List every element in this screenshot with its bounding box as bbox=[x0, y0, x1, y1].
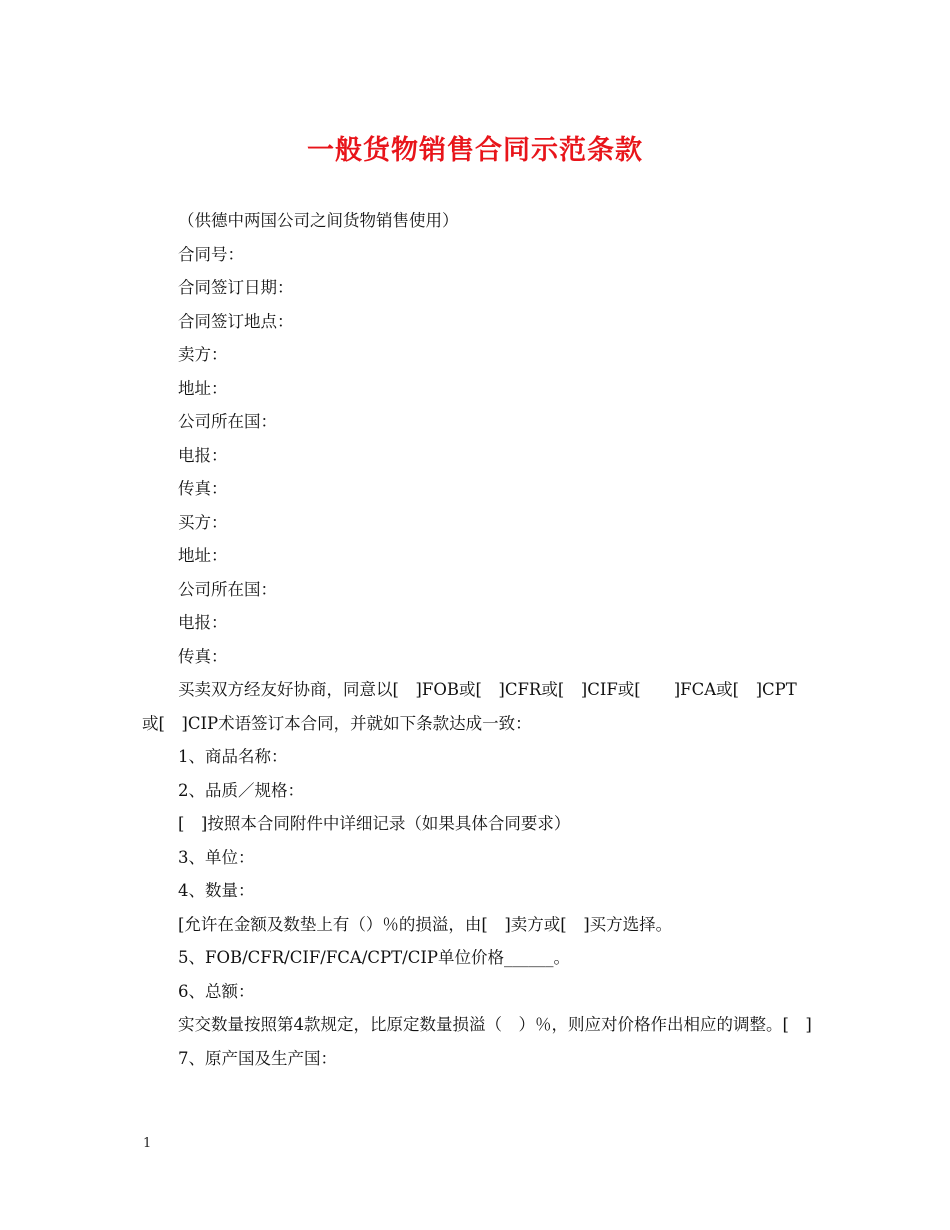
paragraph-clause-3: 3、单位： bbox=[178, 847, 255, 867]
paragraph-seller-address: 地址： bbox=[178, 378, 228, 398]
paragraph-contract-number: 合同号： bbox=[178, 244, 244, 264]
paragraph-clause-2: 2、品质／规格： bbox=[178, 780, 304, 800]
paragraph-clause-5: 5、FOB/CFR/CIF/FCA/CPT/CIP单位价格______。 bbox=[178, 948, 570, 967]
paragraph-seller-telegram: 电报： bbox=[178, 445, 228, 465]
paragraph-clause-1: 1、商品名称： bbox=[178, 747, 288, 766]
paragraph-clause-4: 4、数量： bbox=[178, 881, 255, 900]
paragraph-buyer-telegram: 电报： bbox=[178, 613, 228, 632]
paragraph-sign-date: 合同签订日期： bbox=[178, 278, 294, 297]
paragraph-agreement-terms: 买卖双方经友好协商，同意以[ ]FOB或[ ]CFR或[ ]CIF或[ ]FCA或[ ]CPT或[ ]CIP术语签订本合同，并就如下条款达成一致： bbox=[142, 680, 797, 733]
paragraph-clause-6-detail: 实交数量按照第4款规定，比原定数量损溢（ ）％，则应对价格作出相应的调整。[ ] bbox=[178, 1015, 812, 1034]
page-number: 1 bbox=[143, 1136, 152, 1151]
paragraph-sign-place: 合同签订地点： bbox=[178, 311, 294, 331]
paragraph-clause-7: 7、原产国及生产国： bbox=[178, 1048, 337, 1068]
paragraph-buyer: 买方： bbox=[178, 512, 228, 532]
paragraph-clause-2-detail: [ ]按照本合同附件中详细记录（如果具体合同要求） bbox=[178, 814, 571, 833]
document-title: 一般货物销售合同示范条款 bbox=[307, 135, 643, 166]
paragraph-clause-6: 6、总额： bbox=[178, 981, 255, 1001]
paragraph-clause-4-detail: [允许在金额及数垫上有（）％的损溢，由[ ]卖方或[ ]买方选择。 bbox=[178, 914, 673, 934]
paragraph-seller-fax: 传真： bbox=[178, 479, 228, 498]
document-body bbox=[142, 204, 812, 1075]
paragraph-usage-note: （供德中两国公司之间货物销售使用） bbox=[178, 211, 459, 230]
paragraph-buyer-country: 公司所在国： bbox=[178, 579, 277, 599]
paragraph-seller-country: 公司所在国： bbox=[178, 412, 277, 431]
paragraph-seller: 卖方： bbox=[178, 345, 228, 364]
paragraph-buyer-fax: 传真： bbox=[178, 646, 228, 666]
paragraph-buyer-address: 地址： bbox=[178, 546, 228, 565]
